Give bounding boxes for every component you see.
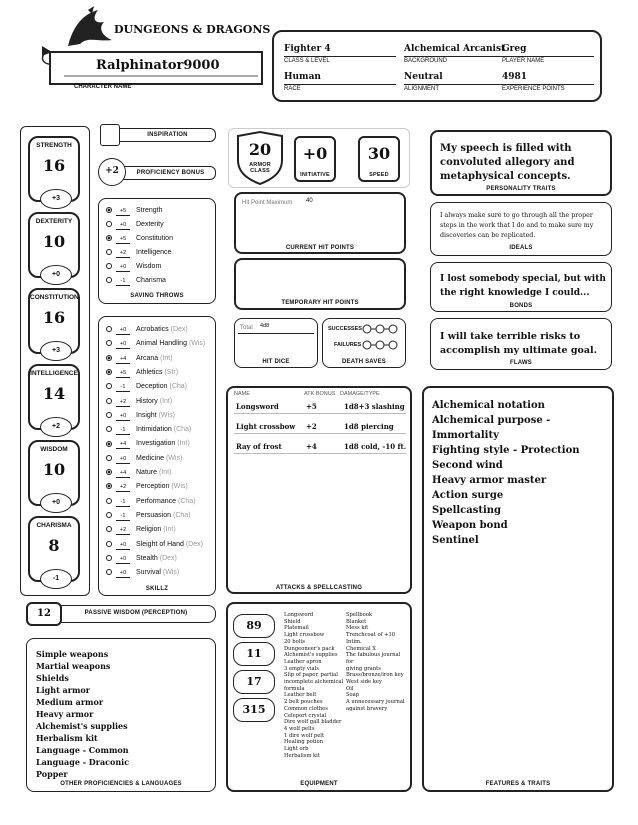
ability-name: CHARISMA [36, 522, 72, 529]
row-ability: (Dex) [170, 326, 188, 333]
ability-modifier[interactable]: +0 [40, 265, 72, 285]
ability-charisma [28, 516, 80, 582]
row-ability: (Wis) [165, 454, 183, 462]
attack-bonus[interactable]: +2 [306, 422, 317, 431]
equipment-item: Healing potion [284, 739, 323, 746]
empty-dot-icon[interactable] [106, 555, 112, 561]
info-field-line [404, 56, 516, 57]
ability-score[interactable]: 10 [42, 460, 66, 479]
equipment-item: Leather belt [284, 692, 317, 699]
bonds-label: BONDS [509, 303, 533, 309]
ability-name: WISDOM [40, 446, 68, 453]
info-field-line [284, 56, 396, 57]
equipment-item: A unnecessary journal [346, 699, 405, 706]
equipment-item: Slip of paper, partial [284, 672, 338, 679]
ideals-text: I always make sure to go through all the proper steps in the work that I do and to make sure my discoveries can be replicated. [440, 212, 594, 239]
row-persuasion[interactable] [106, 510, 191, 522]
hp-max-label: Hit Point Maximum [242, 200, 293, 206]
row-performance[interactable] [106, 496, 196, 508]
feature-item: Weapon bond [432, 520, 508, 531]
row-name: Deception [136, 383, 168, 391]
row-history[interactable] [106, 396, 172, 408]
bonds-text: I lost somebody special, but with the right knowledge I could... [440, 274, 606, 298]
row-strength[interactable] [106, 205, 162, 217]
row-ability: (Int) [163, 526, 176, 534]
empty-dot-icon[interactable] [106, 221, 112, 227]
row-value[interactable]: +0 [116, 412, 130, 421]
equipment-item: against bravery [346, 705, 388, 712]
row-wisdom[interactable] [106, 261, 161, 273]
ability-modifier[interactable]: +3 [40, 341, 72, 361]
empty-dot-icon[interactable] [106, 263, 112, 269]
attack-bonus[interactable]: +4 [306, 442, 317, 451]
ability-name: DEXTERITY [35, 218, 73, 225]
proficiency-item: Language - Common [36, 745, 129, 755]
character-name-label: CHARACTER NAME [74, 84, 132, 90]
row-value[interactable]: +0 [116, 221, 130, 230]
row-stealth[interactable] [106, 553, 177, 565]
row-name: Intimidation [136, 426, 172, 434]
info-field-label: PLAYER NAME [502, 58, 545, 64]
proficiencies-list [36, 648, 206, 780]
ability-constitution [28, 288, 80, 354]
ability-score[interactable]: 16 [42, 156, 66, 175]
initiative-value[interactable]: +0 [302, 144, 328, 163]
row-value[interactable]: +0 [116, 263, 130, 272]
row-ability: (Cha) [173, 426, 192, 434]
row-value[interactable]: +0 [116, 340, 130, 349]
equipment-item: Dire wolf gall bladder [284, 719, 342, 726]
proficiency-bonus-label: PROFICIENCY BONUS [136, 170, 205, 176]
ability-wisdom [28, 440, 80, 506]
empty-dot-icon[interactable] [106, 426, 112, 432]
row-value[interactable]: -1 [116, 426, 130, 435]
feature-item: Action surge [432, 490, 504, 501]
info-field-label: CLASS & LEVEL [284, 58, 330, 64]
row-ability: (Dex) [159, 554, 177, 562]
empty-dot-icon[interactable] [106, 326, 112, 332]
equipment-item: The fabulous journal for [346, 652, 401, 665]
empty-dot-icon[interactable] [106, 541, 112, 547]
equipment-item: Shield [284, 618, 301, 625]
empty-dot-icon[interactable] [106, 569, 112, 575]
inspiration-box[interactable] [100, 124, 120, 146]
coin-value[interactable]: 89 [233, 614, 275, 638]
character-name[interactable]: Ralphinator9000 [96, 58, 220, 73]
attack-bonus[interactable]: +5 [306, 402, 317, 411]
equipment-item: 20 bolts [284, 638, 306, 645]
equipment-item: Platemail [284, 625, 309, 632]
row-value[interactable]: +2 [116, 483, 130, 492]
row-name: Acrobatics [136, 326, 169, 333]
empty-dot-icon[interactable] [106, 383, 112, 389]
ability-name: STRENGTH [36, 142, 72, 149]
hit-dice-underline [238, 333, 314, 334]
proficient-dot-icon[interactable] [106, 441, 112, 447]
attack-name[interactable]: Ray of frost [236, 442, 282, 451]
hit-dice-total-label: Total [240, 325, 253, 331]
info-field-label: EXPERIENCE POINTS [502, 86, 565, 92]
row-nature[interactable] [106, 467, 171, 479]
row-name: Arcana [136, 354, 159, 362]
hit-dice-label: HIT DICE [262, 359, 290, 365]
empty-dot-icon[interactable] [106, 498, 112, 504]
equipment-column-1 [284, 612, 346, 759]
proficiency-item: Martial weapons [36, 661, 111, 671]
proficiency-bonus-value: +2 [105, 166, 119, 176]
row-value[interactable]: +5 [116, 235, 130, 244]
ability-name: INTELLIGENCE [30, 370, 78, 377]
row-athletics[interactable] [106, 367, 178, 379]
equipment-item: Celeport crystal [284, 712, 327, 719]
row-value[interactable]: +2 [116, 249, 130, 258]
row-acrobatics[interactable] [106, 324, 188, 336]
row-investigation[interactable] [106, 438, 190, 450]
proficiency-item: Language - Draconic [36, 757, 130, 767]
proficient-dot-icon[interactable] [106, 235, 112, 241]
equipment-item: Chemical X [346, 645, 376, 652]
equipment-item: Light orb [284, 746, 309, 753]
proficiency-item: Alchemist's supplies [36, 721, 128, 731]
empty-dot-icon[interactable] [106, 412, 112, 418]
info-field-label: RACE [284, 86, 301, 92]
info-field-value[interactable]: Human [284, 72, 321, 82]
row-name: Strength [136, 207, 163, 214]
ability-score[interactable]: 16 [42, 308, 66, 327]
proficiencies-label: OTHER PROFICIENCIES & LANGUAGES [60, 781, 182, 787]
row-value[interactable]: -1 [116, 383, 130, 392]
equipment-item: Common clothes [284, 705, 328, 712]
coin-value[interactable]: 315 [233, 698, 275, 722]
empty-dot-icon[interactable] [106, 512, 112, 518]
proficiency-item: Heavy armor [36, 709, 94, 719]
feature-item: Fighting style - Protection [432, 445, 580, 456]
attacks-header-damage: DAMAGE/TYPE [340, 391, 380, 397]
row-insight[interactable] [106, 410, 175, 422]
flaws-text: I will take terrible risks to accomplish my ultimate goal. [440, 331, 597, 356]
row-intimidation[interactable] [106, 424, 191, 436]
feature-item: Alchemical notation [432, 400, 545, 411]
skills-label: SKILLZ [145, 586, 169, 592]
equipment-item: formula [284, 685, 305, 692]
passive-wisdom-value: 12 [37, 608, 51, 619]
ability-score[interactable]: 10 [42, 232, 66, 251]
empty-dot-icon[interactable] [106, 340, 112, 346]
row-value[interactable]: +5 [116, 369, 130, 378]
equipment-item: Soap [346, 692, 360, 699]
row-name: Wisdom [136, 263, 162, 270]
row-name: Animal Handling [136, 340, 187, 348]
row-name: Constitution [136, 235, 173, 242]
saving-throws-label: SAVING THROWS [130, 293, 184, 299]
passive-wisdom-value-box[interactable] [26, 602, 62, 626]
row-value[interactable]: +0 [116, 541, 130, 550]
proficient-dot-icon[interactable] [106, 369, 112, 375]
proficient-dot-icon[interactable] [106, 483, 112, 489]
info-field-line [284, 84, 396, 85]
row-name: Nature [136, 469, 158, 476]
attack-row-line [234, 413, 406, 414]
character-name-banner [36, 44, 276, 94]
features-label: FEATURES & TRAITS [485, 781, 551, 787]
empty-dot-icon[interactable] [106, 277, 112, 283]
row-ability: (Int) [158, 469, 172, 476]
speed-value[interactable]: 30 [367, 144, 391, 163]
equipment-item: 2 belt pouches [284, 699, 323, 706]
speed-label: SPEED [369, 172, 389, 178]
proficiency-bonus-circle[interactable] [98, 158, 126, 186]
row-survival[interactable] [106, 567, 179, 579]
info-field-line [502, 56, 594, 57]
current-hp-label: CURRENT HIT POINTS [285, 245, 355, 251]
row-constitution[interactable] [106, 233, 173, 245]
proficiency-item: Light armor [36, 685, 90, 695]
ability-modifier[interactable]: +2 [40, 417, 72, 437]
temp-hp-label: TEMPORARY HIT POINTS [281, 300, 359, 306]
equipment-item: Trenchcoat of +10 Intim. [346, 632, 396, 645]
flaws-label: FLAWS [510, 360, 532, 366]
equipment-item: 4 wolf pelts [284, 725, 315, 732]
row-sleight-of-hand[interactable] [106, 539, 203, 551]
info-field-value[interactable]: Greg [502, 44, 527, 54]
empty-dot-icon[interactable] [106, 398, 112, 404]
success-checkboxes-icon[interactable] [362, 324, 398, 334]
info-field-value[interactable]: Neutral [404, 72, 443, 82]
inspiration-label: INSPIRATION [147, 132, 188, 138]
equipment-item: Brass/bronze/iron key [346, 672, 404, 679]
row-name: Insight [136, 411, 157, 419]
ability-score[interactable]: 8 [48, 536, 60, 555]
row-name: Charisma [136, 277, 166, 284]
row-value[interactable]: -1 [116, 512, 130, 521]
row-perception[interactable] [106, 481, 188, 493]
info-field-value[interactable]: 4981 [502, 72, 528, 82]
row-animal-handling[interactable] [106, 338, 205, 350]
empty-dot-icon[interactable] [106, 526, 112, 532]
initiative-label: INITIATIVE [300, 172, 330, 178]
proficiency-item: Medium armor [36, 697, 104, 707]
logo-text: DUNGEONS & DRAGONS [114, 23, 271, 36]
feature-item: Spellcasting [432, 505, 502, 516]
proficiency-item: Shields [36, 673, 69, 683]
row-value[interactable]: +5 [116, 207, 130, 216]
row-name: Stealth [136, 554, 158, 562]
equipment-item: giving grants [346, 665, 381, 672]
equipment-item: Spellbook [346, 612, 372, 618]
info-field-line [502, 84, 594, 85]
passive-wisdom-box [38, 605, 216, 623]
inspiration-label-box [120, 128, 216, 142]
hit-dice-total-value[interactable]: 4d8 [260, 323, 270, 329]
row-name: Dexterity [136, 221, 164, 228]
attack-row-line [234, 453, 406, 454]
personality-traits-label: PERSONALITY TRAITS [486, 186, 556, 192]
row-ability: (Int) [160, 354, 173, 362]
ability-dexterity [28, 212, 80, 278]
row-medicine[interactable] [106, 453, 182, 465]
proficient-dot-icon[interactable] [106, 469, 112, 475]
equipment-item: incomplete alchemical [284, 679, 344, 686]
feature-item: Second wind [432, 460, 503, 471]
equipment-item: Light crossbow [284, 632, 325, 639]
equipment-item: Leather apron [284, 658, 322, 665]
equipment-item: Alchemist's supplies [284, 652, 338, 659]
empty-dot-icon[interactable] [106, 249, 112, 255]
row-value[interactable]: +4 [116, 355, 130, 364]
row-value[interactable]: -1 [116, 277, 130, 286]
equipment-item: Longsword [284, 612, 314, 618]
ability-modifier[interactable]: +0 [40, 493, 72, 513]
coin-value[interactable]: 17 [233, 670, 275, 694]
death-saves-label: DEATH SAVES [342, 359, 386, 365]
row-ability: (Int) [177, 440, 190, 448]
attack-row-line [234, 433, 406, 434]
attack-damage[interactable]: 1d8 cold, -10 ft. [344, 442, 407, 451]
proficiency-label-box [118, 166, 216, 180]
ability-intelligence [28, 364, 80, 430]
equipment-item: 1 dire wolf pelt [284, 732, 325, 739]
ideals-label: IDEALS [509, 245, 533, 251]
info-field-value[interactable]: Fighter 4 [284, 44, 331, 54]
row-charisma[interactable] [106, 275, 166, 287]
row-dexterity[interactable] [106, 219, 164, 231]
coin-value[interactable]: 11 [233, 642, 275, 666]
row-value[interactable]: +2 [116, 526, 130, 535]
features-list [432, 398, 608, 548]
failures-label: FAILURES [334, 342, 362, 348]
equipment-column-2 [346, 612, 408, 713]
proficient-dot-icon[interactable] [106, 355, 112, 361]
attack-name[interactable]: Light crossbow [236, 422, 296, 431]
row-value[interactable]: +0 [116, 455, 130, 464]
attacks-header-bonus: ATK BONUS [304, 391, 336, 397]
row-name: Investigation [136, 440, 176, 448]
empty-dot-icon[interactable] [106, 455, 112, 461]
equipment-item: 3 empty vials [284, 665, 319, 672]
armor-class-value[interactable]: 20 [248, 140, 272, 159]
attack-name[interactable]: Longsword [236, 402, 279, 411]
info-field-label: BACKGROUND [404, 58, 448, 64]
equipment-item: Dungeoneer's pack [284, 645, 335, 652]
proficiency-item: Herbalism kit [36, 733, 98, 743]
info-field-label: ALIGNMENT [404, 86, 440, 92]
row-ability: (Int) [159, 397, 173, 405]
row-name: Medicine [136, 454, 165, 462]
equipment-item: Blanket [346, 618, 367, 625]
row-arcana[interactable] [106, 353, 173, 365]
row-name: Religion [136, 526, 162, 534]
personality-traits-text: My speech is filled with convoluted allegory and metaphysical concepts. [440, 143, 575, 182]
successes-label: SUCCESSES [328, 326, 362, 332]
info-field-line [404, 84, 516, 85]
ability-strength [28, 136, 80, 202]
equipment-item: Herbalism kit [284, 752, 320, 759]
row-ability: (Wis) [171, 483, 188, 491]
row-religion[interactable] [106, 524, 176, 536]
row-ability: (Dex) [185, 540, 203, 548]
row-name: History [136, 397, 158, 405]
passive-wisdom-label: PASSIVE WISDOM (PERCEPTION) [84, 610, 188, 616]
equipment-item: Oil [346, 685, 354, 692]
equipment-label: EQUIPMENT [300, 781, 338, 787]
row-value[interactable]: +4 [116, 469, 130, 478]
row-ability: (Wis) [158, 411, 175, 419]
attacks-box [226, 386, 412, 594]
row-value[interactable]: +2 [116, 398, 130, 407]
ability-score[interactable]: 14 [42, 384, 66, 403]
row-value[interactable]: +4 [116, 440, 130, 449]
row-ability: (Cha) [178, 497, 196, 505]
row-ability: (Wis) [162, 569, 180, 577]
row-value[interactable]: +0 [116, 326, 130, 335]
row-name: Persuasion [136, 511, 172, 519]
feature-item: Alchemical purpose - Immortality [432, 415, 551, 441]
row-name: Perception [136, 483, 170, 491]
ability-name: CONSTITUTION [30, 294, 79, 301]
attacks-label: ATTACKS & SPELLCASTING [275, 585, 363, 591]
row-intelligence[interactable] [106, 247, 171, 259]
armor-class-label: ARMOR CLASS [249, 162, 271, 174]
equipment-item: Mess kit [346, 625, 369, 632]
failure-checkboxes-icon[interactable] [362, 340, 398, 350]
row-deception[interactable] [106, 381, 187, 393]
row-name: Performance [136, 497, 177, 505]
info-field-value[interactable]: Alchemical Arcanist [404, 44, 506, 54]
row-name: Survival [136, 569, 161, 577]
row-value[interactable]: +0 [116, 555, 130, 564]
hp-max-value[interactable]: 40 [306, 198, 313, 204]
attack-damage[interactable]: 1d8+3 slashing [344, 402, 405, 411]
ability-modifier[interactable]: +3 [40, 189, 72, 209]
ability-modifier[interactable]: -1 [40, 569, 72, 589]
proficient-dot-icon[interactable] [106, 207, 112, 213]
row-name: Sleight of Hand [136, 540, 184, 548]
feature-item: Heavy armor master [432, 475, 547, 486]
feature-item: Sentinel [432, 535, 479, 546]
row-value[interactable]: -1 [116, 498, 130, 507]
row-ability: (Cha) [172, 511, 191, 519]
proficiency-item: Simple weapons [36, 649, 109, 659]
attack-damage[interactable]: 1d8 piercing [344, 422, 394, 431]
row-ability: (Str) [164, 368, 179, 376]
equipment-item: West side key [346, 679, 382, 686]
row-name: Intelligence [136, 249, 172, 256]
row-name: Athletics [136, 368, 163, 376]
attacks-header-name: NAME [234, 391, 250, 397]
proficiency-item: Popper [36, 769, 68, 779]
row-ability: (Wis) [188, 340, 206, 348]
row-ability: (Cha) [169, 383, 187, 391]
row-value[interactable]: +0 [116, 569, 130, 578]
